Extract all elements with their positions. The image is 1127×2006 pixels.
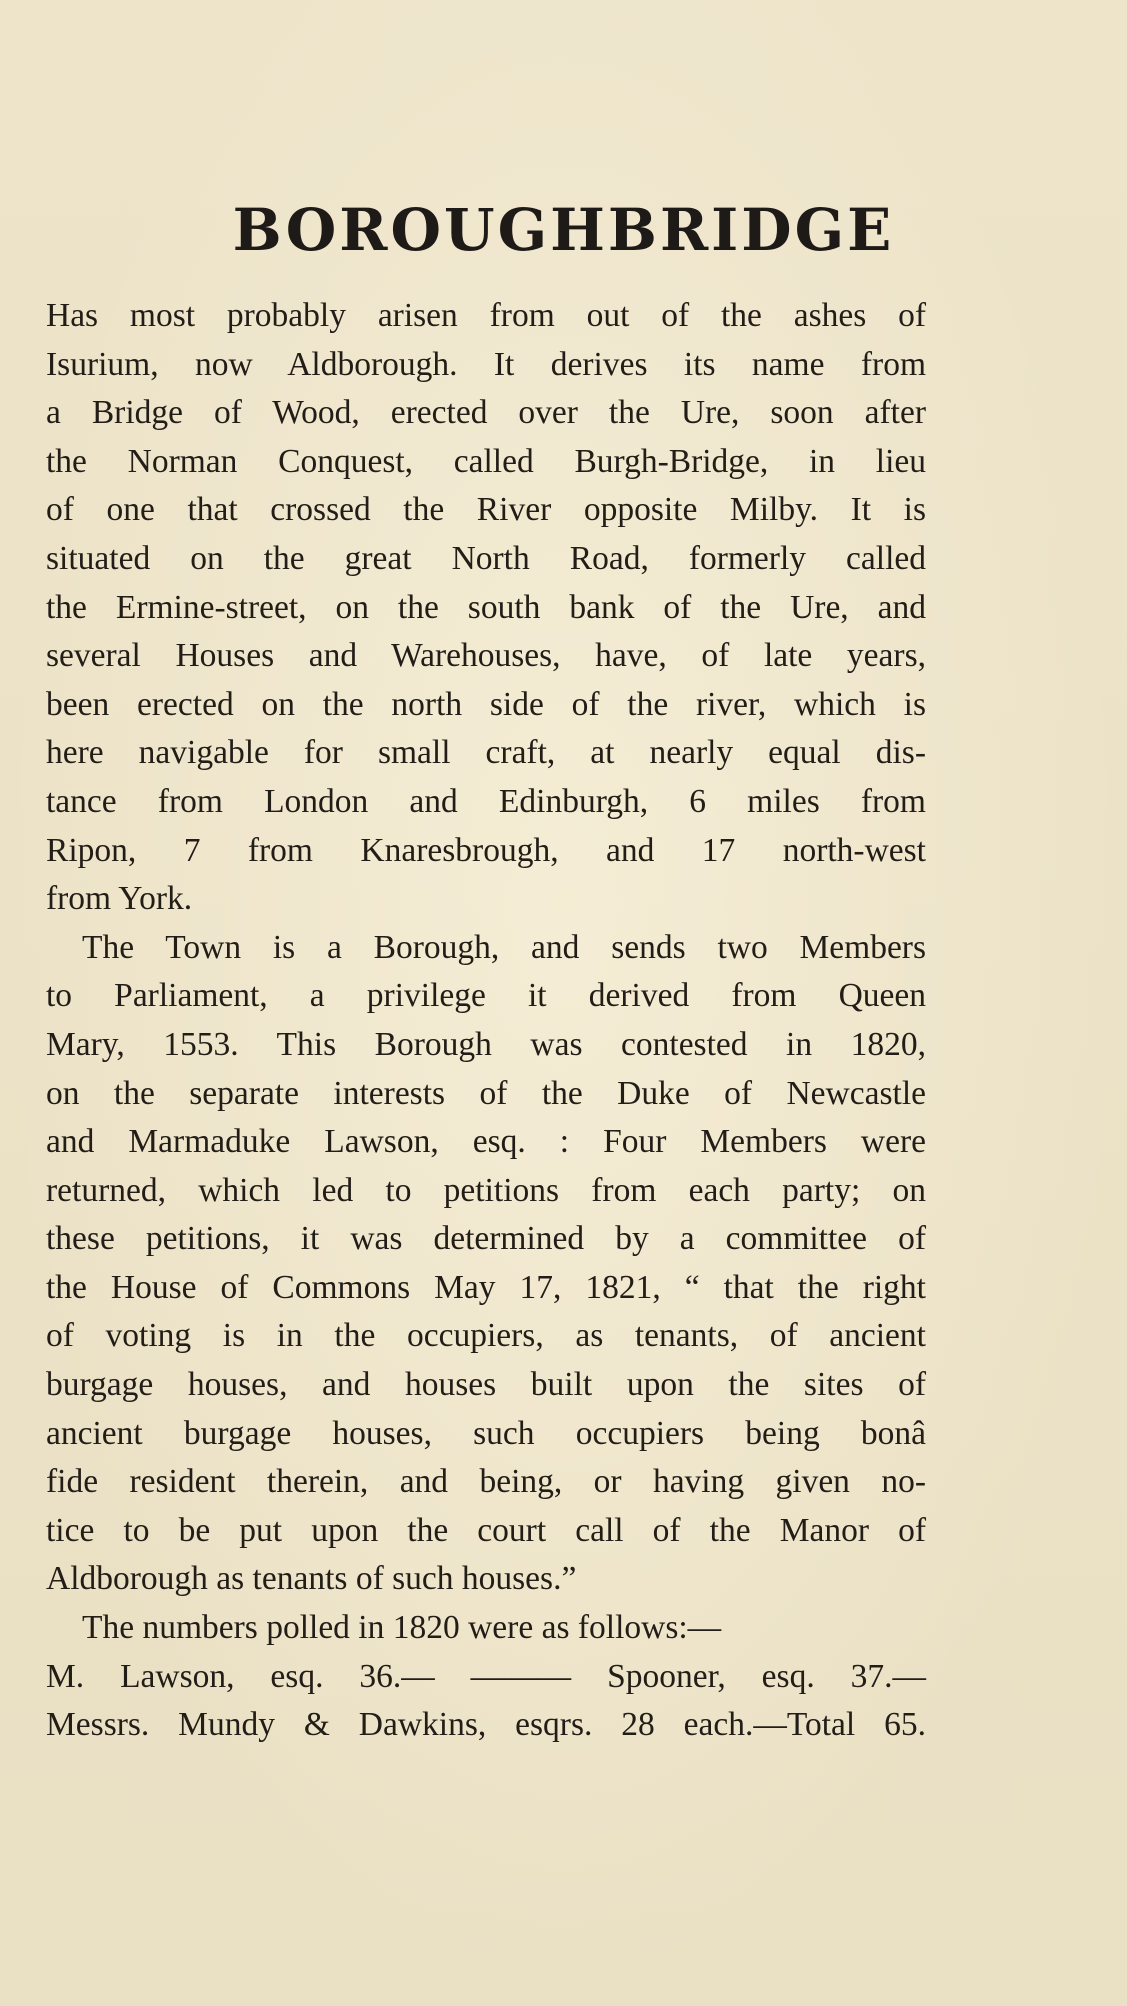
- text-line: several Houses and Warehouses, have, of late years,: [46, 637, 926, 675]
- text-line: Mary, 1553. This Borough was contested in 1820,: [46, 1025, 926, 1063]
- text-line: The numbers polled in 1820 were as follows:—: [82, 1609, 722, 1647]
- text-line: from York.: [46, 880, 193, 918]
- text-line: Isurium, now Aldborough. It derives its name from: [46, 345, 926, 383]
- text-line: Messrs. Mundy & Dawkins, esqrs. 28 each.—Total 65.: [46, 1706, 926, 1744]
- text-line: these petitions, it was determined by a committee of: [46, 1220, 926, 1258]
- text-line: and Marmaduke Lawson, esq. : Four Members were: [46, 1123, 926, 1161]
- text-line: on the separate interests of the Duke of Newcastle: [46, 1074, 926, 1112]
- text-line: of one that crossed the River opposite Milby. It is: [46, 491, 926, 529]
- text-line: M. Lawson, esq. 36.— ——— Spooner, esq. 37.—: [46, 1657, 926, 1695]
- text-line: the House of Commons May 17, 1821, “ that the right: [46, 1268, 926, 1306]
- page-title: BOROUGHBRIDGE: [232, 196, 895, 264]
- text-line: been erected on the north side of the river, which is: [46, 685, 926, 723]
- text-line: returned, which led to petitions from each party; on: [46, 1171, 926, 1209]
- text-line: a Bridge of Wood, erected over the Ure, soon after: [46, 394, 926, 432]
- text-line: tice to be put upon the court call of the Manor of: [46, 1511, 926, 1549]
- text-line: tance from London and Edinburgh, 6 miles from: [46, 782, 926, 820]
- text-line: of voting is in the occupiers, as tenants, of ancient: [46, 1317, 926, 1355]
- text-line: to Parliament, a privilege it derived from Queen: [46, 977, 926, 1015]
- body-text: [46, 292, 926, 1750]
- text-line: the Ermine-street, on the south bank of the Ure, and: [46, 588, 926, 626]
- text-line: Ripon, 7 from Knaresbrough, and 17 north-west: [46, 831, 926, 869]
- text-line: situated on the great North Road, formerly called: [46, 539, 926, 577]
- text-line: The Town is a Borough, and sends two Members: [82, 928, 926, 966]
- text-line: here navigable for small craft, at nearly equal dis-: [46, 734, 926, 772]
- text-line: fide resident therein, and being, or having given no-: [46, 1463, 926, 1501]
- text-line: burgage houses, and houses built upon the sites of: [46, 1366, 926, 1404]
- text-line: ancient burgage houses, such occupiers being bonâ: [46, 1414, 926, 1452]
- text-line: Has most probably arisen from out of the ashes of: [46, 297, 926, 334]
- text-line: Aldborough as tenants of such houses.”: [46, 1560, 577, 1598]
- text-line: the Norman Conquest, called Burgh-Bridge, in lieu: [46, 442, 926, 480]
